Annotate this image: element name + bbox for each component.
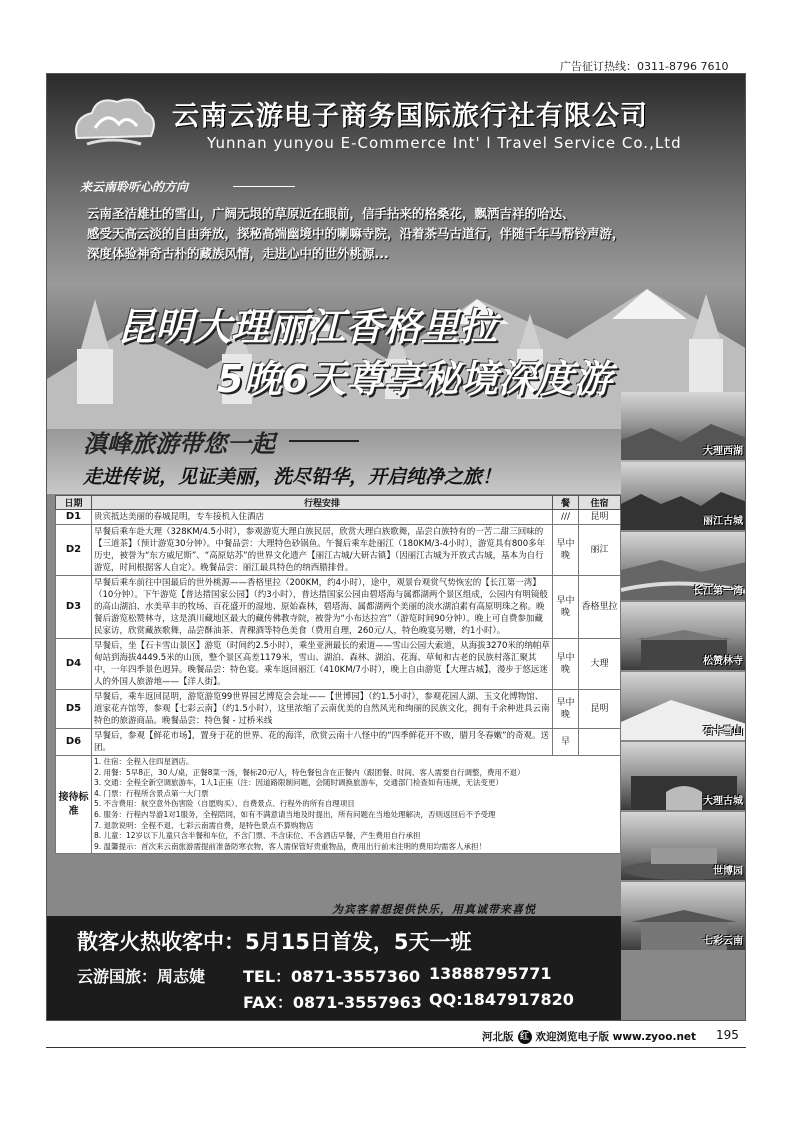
header-lodging: 住宿 [579, 496, 621, 510]
destination-photo-column [621, 392, 746, 1021]
note-item: 6. 服务：行程内导游1对1服务，全程陪同，如有不满意请当地及时提出，所有问题在当地处理解决，否则返回后不予受理 [93, 809, 496, 819]
slogan-primary: 滇峰旅游带您一起 [83, 430, 275, 458]
tagline-rule [233, 186, 295, 187]
notes-label: 接待标准 [56, 756, 92, 854]
intro-line: 深度体验神奇古朴的藏族风情，走进心中的世外桃源... [87, 246, 389, 261]
title-line-2: 5晚6天尊享秘境深度游 [217, 357, 612, 401]
note-item: 2. 用餐：5早8正，30人/桌，正餐8菜一汤，餐标20元/人，特色餐包含在正餐内（跟团餐、时间、客人需要自行调整，费用不退） [93, 767, 525, 777]
advertisement-page [46, 73, 746, 1021]
notes-row [56, 756, 621, 854]
note-item: 3. 交通：全程全新空调旅游车，1人1正座（注：因道路限制问题，会随时调换旅游车，交通部门检查如有违规，无法变更） [93, 778, 504, 788]
table-row [56, 690, 621, 729]
stay-cell: 丽江 [579, 525, 621, 576]
note-item: 9. 温馨提示：首次来云南旅游需提前准备防寒衣物，客人需保管好贵重物品，费用出行前未注明的费用均需客人承担！ [93, 841, 486, 851]
booking-headline: 散客火热收客中：5月15日首发，5天一班 [77, 930, 472, 954]
intro-line: 云南圣洁雄壮的雪山，广阔无垠的草原近在眼前，信手拈来的格桑花，飘洒吉祥的哈达、 [87, 206, 575, 221]
meal-cell: 早中晚 [553, 690, 579, 729]
day-cell: D3 [56, 576, 92, 639]
photo-caption: 松赞林寺 [703, 656, 743, 667]
table-row [56, 639, 621, 690]
stay-cell: 昆明 [579, 690, 621, 729]
title-line-1: 昆明大理丽江香格里拉 [117, 305, 498, 349]
website-text: 欢迎浏览电子版 www.zyoo.net [535, 1031, 697, 1043]
destination-photo [621, 812, 746, 880]
day-cell: D1 [56, 510, 92, 525]
desc-cell: 贵宾抵达美丽的春城昆明，专车接机入住酒店 [91, 510, 552, 525]
stay-cell [579, 729, 621, 756]
booking-footer [47, 916, 621, 1021]
note-item: 4. 门票：行程所含景点第一大门票 [93, 788, 209, 798]
photo-caption: 石卡雪山 [703, 726, 743, 737]
header-itinerary: 行程安排 [91, 496, 552, 510]
intro-text [87, 204, 727, 264]
company-name-en: Yunnan yunyou E-Commerce Int' l Travel Service Co.,Ltd [207, 134, 682, 152]
notes-cell [91, 756, 620, 854]
fax-number: FAX：0871-3557963 [243, 993, 422, 1012]
meal-cell: 早 [553, 729, 579, 756]
day-cell: D2 [56, 525, 92, 576]
destination-photo [621, 672, 746, 740]
desc-cell: 早餐后，坐【石卡雪山景区】游览（时间约2.5小时），乘坐亚洲最长的索道——雪山公园大索道，从海拔3270米的纳帕草甸站到海拔4449.5米的山顶，整个景区高差1179米，雪山、湖泊、森林、湖泊、花海、草甸和古老的民族村落汇聚其中，一年四季景色迥异。晚餐品尝：特色宴。乘车返回丽江（410KM/7小时），晚上自由游览【大理古城】，漫步于悠远迷人的外国人旅游地——【洋人街】。 [91, 639, 552, 690]
photo-caption: 七彩云南 [703, 936, 743, 947]
page-number: 195 [716, 1028, 739, 1042]
day-cell: D6 [56, 729, 92, 756]
ad-hotline: 广告征订热线：0311-8796 7610 [560, 60, 729, 73]
desc-cell: 早餐后乘车前往中国最后的世外桃源——香格里拉（200KM，约4小时），途中，观景台观赏气势恢宏的【长江第一湾】（10分钟）。下午游览【普达措国家公园】（约3小时），普达措国家公园由碧塔海与属都湖两个景区组成，公园内有明镜般的高山湖泊、水美草丰的牧场、百花盛开的湿地、原始森林，碧塔海、属都湖两个美丽的淡水湖泊素有高原明珠之称。晚餐后游览松赞林寺，这是滇川藏地区最大的藏传佛教寺院，被誉为“小布达拉宫”（游览时间90分钟）。晚上可自费参加藏民家访，欣赏藏族歌舞，品尝酥油茶、青稞酒等特色美食（费用自理，260元/人，特色晚宴另赠，约1小时）。 [91, 576, 552, 639]
desc-cell: 早餐后，乘车返回昆明，游览游览99世界园艺博览会会址——【世博园】（约1.5小时），参观花园人湖、玉文化博物馆、道家花卉馆等，参观【七彩云南】（约1.5小时），这里浓缩了云南优美的自然风光和绚丽的民族文化，拥有千余种进具云南特色的旅游商品。晚餐品尝：特色餐 - 过桥米线 [91, 690, 552, 729]
contact-person: 云游国旅：周志婕 [77, 967, 206, 986]
promo-strip: 为宾客着想提供快乐，用真诚带来喜悦 [332, 903, 536, 916]
table-row [56, 525, 621, 576]
table-row [56, 510, 621, 525]
destination-photo [621, 742, 746, 810]
tagline: 来云南聆听心的方向 [80, 180, 189, 194]
photo-caption: 丽江古城 [703, 516, 743, 527]
note-item: 5. 不含费用：航空意外伤害险（自愿购买）、自费景点、行程外的所有自理项目 [93, 799, 355, 809]
mobile-number: 13888795771 [429, 964, 552, 983]
photo-caption: 大理西湖 [703, 446, 743, 457]
itinerary-table [55, 495, 621, 854]
destination-photo [621, 462, 746, 530]
header-date: 日期 [56, 496, 92, 510]
footer-rule [46, 1047, 746, 1048]
qq-number: QQ:1847917820 [429, 990, 574, 1009]
company-name-cn: 云南云游电子商务国际旅行社有限公司 [172, 101, 648, 132]
destination-photo [621, 602, 746, 670]
edition-badge-icon: 红 [518, 1030, 532, 1044]
phone-number: TEL：0871-3557360 [243, 967, 421, 986]
photo-caption: 长江第一湾 [693, 586, 743, 597]
stay-cell: 大理 [579, 639, 621, 690]
photo-caption: 大理古城 [703, 796, 743, 807]
note-item: 7. 退款说明：全程不退、七彩云南需自费，是特色景点不算购物店 [93, 820, 314, 830]
table-header-row [56, 496, 621, 510]
meal-cell: 早中晚 [553, 525, 579, 576]
note-item: 1. 住宿：全程入住四星酒店。 [93, 757, 194, 766]
meal-cell: /// [553, 510, 579, 525]
day-cell: D4 [56, 639, 92, 690]
slogan-secondary: 走进传说，见证美丽，洗尽铅华，开启纯净之旅！ [83, 466, 502, 488]
slogan-rule [289, 440, 359, 442]
table-row [56, 729, 621, 756]
stay-cell: 昆明 [579, 510, 621, 525]
day-cell: D5 [56, 690, 92, 729]
desc-cell: 早餐后，参观【鲜花市场】，置身于花的世界、花的海洋，欣赏云南十八怪中的“四季鲜花开不败，腊月冬春嫩”的奇观。送团。 [91, 729, 552, 756]
intro-line: 感受天高云淡的自由奔放，探秘高端幽境中的喇嘛寺院，沿着茶马古道行，伴随千年马帮铃声游， [87, 226, 625, 241]
desc-cell: 早餐后乘车赴大理（328KM/4.5小时），参观游览大理白族民居，欣赏大理白族歌舞，品尝白族特有的一苦二甜三回味的【三道茶】（预计游览30分钟）。中餐品尝：大理特色砂锅鱼。午餐后乘车赴丽江（180KM/3-4小时），游览具有800多年历史，被誉为“东方威尼斯”、“高原姑苏”的世界文化遗产【丽江古城/大研古镇】（因丽江古城为开放式古城，基本为自行游览，时间根据客人自定）。晚餐品尝：丽江最具特色的纳西腊排骨。 [91, 525, 552, 576]
meal-cell: 早中晚 [553, 639, 579, 690]
edition-label: 河北版 [482, 1031, 514, 1043]
stay-cell: 香格里拉 [579, 576, 621, 639]
company-logo [67, 88, 157, 158]
table-row [56, 576, 621, 639]
photo-caption: 世博园 [713, 866, 743, 877]
page-footer [482, 1029, 696, 1044]
header-meal: 餐 [553, 496, 579, 510]
meal-cell: 早中晚 [553, 576, 579, 639]
note-item: 8. 儿童：12岁以下儿童只含半餐和车位，不含门票、不含床位、不含酒店早餐，产生费用自行承担 [93, 831, 421, 841]
destination-photo [621, 392, 746, 460]
destination-photo [621, 532, 746, 600]
destination-photo [621, 882, 746, 950]
